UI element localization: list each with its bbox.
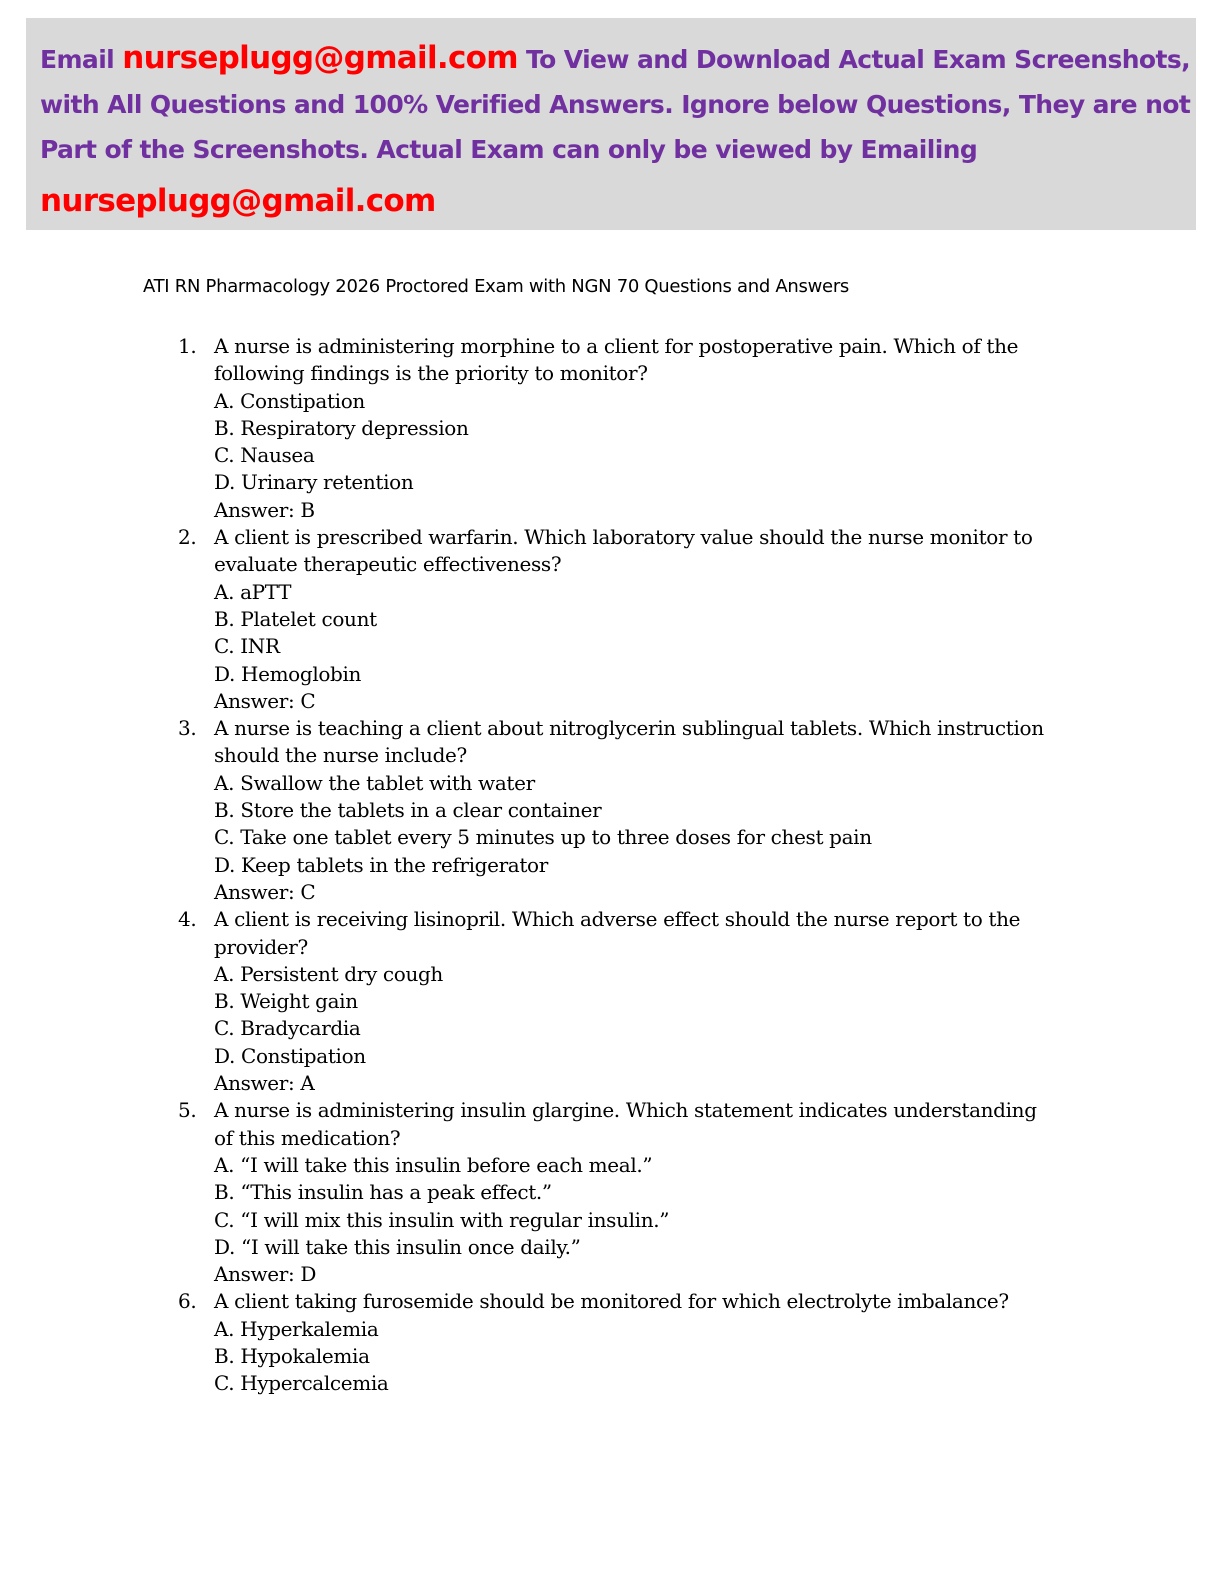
answer-option: C. Take one tablet every 5 minutes up to three doses for chest pain <box>214 825 872 850</box>
banner-email-address[interactable]: nurseplugg@gmail.com <box>122 40 518 76</box>
answer-option: A. Persistent dry cough <box>214 961 443 986</box>
correct-answer: Answer: A <box>214 1071 315 1096</box>
banner-email-word: Email <box>40 45 115 74</box>
answer-option: D. Keep tablets in the refrigerator <box>214 852 548 877</box>
answer-option: C. INR <box>214 634 280 659</box>
question-stem: A nurse is administering morphine to a client for postoperative pain. Which of the following findings is the priority to monitor? <box>214 334 1019 386</box>
answer-option: C. Nausea <box>214 443 315 468</box>
answer-option: D. Constipation <box>214 1043 366 1068</box>
question-number: 6. <box>178 1289 197 1314</box>
answer-option: C. “I will mix this insulin with regular insulin.” <box>214 1207 670 1232</box>
question-number: 2. <box>178 525 197 550</box>
banner-line-4 <box>40 176 1182 228</box>
question-item <box>172 1097 1052 1288</box>
answer-option: D. “I will take this insulin once daily.” <box>214 1234 581 1259</box>
question-number: 1. <box>178 334 197 358</box>
question-stem: A client taking furosemide should be monitored for which electrolyte imbalance? <box>214 1289 1009 1314</box>
answer-option: D. Hemoglobin <box>214 661 362 686</box>
promo-banner <box>26 18 1196 230</box>
question-stem: A client is receiving lisinopril. Which adverse effect should the nurse report to the provider? <box>214 907 1021 959</box>
correct-answer: Answer: D <box>214 1262 317 1287</box>
question-stem: A client is prescribed warfarin. Which laboratory value should the nurse monitor to evaluate therapeutic effectiveness? <box>214 525 1033 577</box>
correct-answer: Answer: C <box>214 879 316 904</box>
banner-line-3: Part of the Screenshots. Actual Exam can only be viewed by Emailing <box>40 135 978 164</box>
question-stem: A nurse is administering insulin glargine. Which statement indicates understanding of this medication? <box>214 1098 1037 1150</box>
answer-option: B. Store the tablets in a clear container <box>214 798 602 823</box>
question-item <box>172 715 1052 906</box>
question-item <box>172 906 1052 1097</box>
banner-line-1 <box>40 36 1191 82</box>
question-number: 3. <box>178 716 197 741</box>
answer-option: D. Urinary retention <box>214 470 414 495</box>
question-number: 4. <box>178 907 197 932</box>
question-list <box>172 333 1052 1398</box>
answer-option: B. Respiratory depression <box>214 415 469 440</box>
answer-option: A. aPTT <box>214 579 292 604</box>
correct-answer: Answer: B <box>214 497 315 522</box>
question-number: 5. <box>178 1098 197 1123</box>
question-item <box>172 524 1052 715</box>
correct-answer: Answer: C <box>214 688 316 713</box>
answer-option: B. Weight gain <box>214 989 358 1014</box>
answer-option: B. Hypokalemia <box>214 1343 370 1368</box>
answer-option: A. “I will take this insulin before each meal.” <box>214 1152 653 1177</box>
answer-option: A. Constipation <box>214 388 365 413</box>
answer-option: B. “This insulin has a peak effect.” <box>214 1180 552 1205</box>
answer-option: A. Swallow the tablet with water <box>214 770 535 795</box>
answer-option: C. Bradycardia <box>214 1016 361 1041</box>
answer-option: A. Hyperkalemia <box>214 1316 379 1341</box>
banner-line-1-text: To View and Download Actual Exam Screenshots, <box>525 45 1191 74</box>
banner-email-address-repeat[interactable]: nurseplugg@gmail.com <box>40 183 436 219</box>
answer-option: C. Hypercalcemia <box>214 1371 389 1396</box>
document-title: ATI RN Pharmacology 2026 Proctored Exam with NGN 70 Questions and Answers <box>143 276 849 297</box>
banner-line-2: with All Questions and 100% Verified Answers. Ignore below Questions, They are not <box>40 90 1191 119</box>
question-item <box>172 333 1052 524</box>
question-item <box>172 1288 1052 1397</box>
question-stem: A nurse is teaching a client about nitroglycerin sublingual tablets. Which instruction should the nurse include? <box>214 716 1044 768</box>
answer-option: B. Platelet count <box>214 606 377 631</box>
